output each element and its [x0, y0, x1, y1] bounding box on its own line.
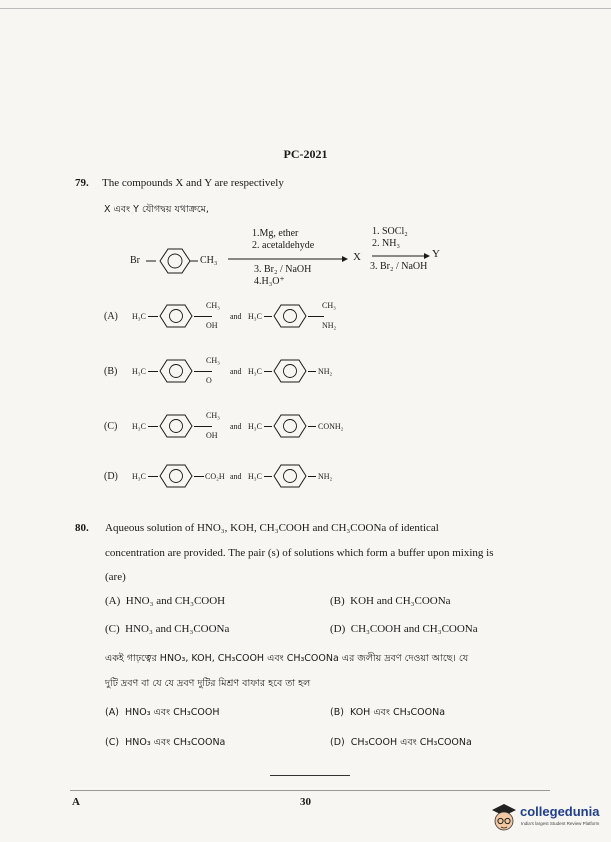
chain-bond [316, 316, 324, 317]
logo-tagline: India's largest Student Review Platform [521, 821, 600, 826]
question-79-number: 79. [75, 177, 89, 189]
benzene-ring-icon [158, 413, 194, 439]
benzene-ring-icon [272, 463, 308, 489]
methyl-group: H₃C [248, 367, 262, 376]
question-80-text-en-3: (are) [105, 571, 126, 583]
arrow-right-icon [228, 255, 348, 263]
substituent-top: CH₃ [206, 411, 220, 420]
q79-option-c[interactable] [100, 408, 400, 452]
bond-line [194, 426, 204, 427]
benzene-ring-icon [272, 303, 308, 329]
and-word: and [230, 312, 242, 321]
q79-option-a[interactable] [100, 298, 400, 342]
option-label: (A) [104, 311, 118, 322]
q79-option-d[interactable] [100, 458, 400, 502]
answer-rule [270, 775, 350, 776]
substituent-bottom: OH [206, 431, 218, 440]
q80-option-b-en: (B) KOH and CH₃COONa [330, 595, 451, 607]
benzene-ring-icon [158, 358, 194, 384]
benzene-ring-icon [146, 246, 198, 276]
page-number: 30 [300, 796, 311, 808]
step1-reagent-4: 4.H₃O⁺ [254, 276, 285, 287]
step1-reagent-1: 1.Mg, ether [252, 228, 299, 239]
chain-bond [204, 371, 212, 372]
reactant-br: Br [130, 255, 140, 266]
question-79-options [100, 298, 400, 498]
carboxyl-group: CO₂H [205, 472, 225, 481]
and-word: and [230, 367, 242, 376]
bond-line [148, 426, 158, 427]
product-y: Y [432, 248, 440, 260]
and-word: and [230, 472, 242, 481]
q80-option-a-en: (A) HNO₃ and CH₃COOH [105, 595, 226, 607]
methyl-group: H₃C [248, 422, 262, 431]
bond-line [194, 316, 204, 317]
option-label: (C) [104, 421, 118, 432]
q79-option-b[interactable] [100, 353, 400, 397]
set-label: A [72, 796, 80, 808]
intermediate-x: X [353, 251, 361, 263]
bond-line [264, 371, 272, 372]
reaction-step-2 [360, 222, 460, 282]
question-80-text-bn-1: একই গাঢ়ত্বের HNO₃, KOH, CH₃COOH এবং CH₃COONa এর জলীয় দ্রবণ দেওয়া আছে। যে [105, 653, 469, 664]
methyl-group: H₃C [132, 472, 146, 481]
bond-line [264, 316, 272, 317]
step1-reagent-3: 3. Br₂ / NaOH [254, 264, 312, 275]
paper-code: PC-2021 [283, 147, 328, 161]
methyl-group: H₃C [132, 367, 146, 376]
question-80-text-en-2: concentration are provided. The pair (s) of solutions which form a buffer upon mixing is [105, 547, 494, 559]
footer-rule [70, 790, 550, 791]
q80-option-a-bn: (A) HNO₃ এবং CH₃COOH [105, 707, 220, 718]
bond-line [194, 371, 204, 372]
methyl-group: H₃C [132, 422, 146, 431]
bond-line [194, 476, 204, 477]
methyl-group: H₃C [132, 312, 146, 321]
q80-option-c-en: (C) HNO₃ and CH₃COONa [105, 623, 230, 635]
substituent-bottom: OH [206, 321, 218, 330]
benzene-ring-icon [158, 303, 194, 329]
substituent-top: CH₃ [206, 301, 220, 310]
option-label: (B) [104, 366, 118, 377]
q80-option-d-en: (D) CH₃COOH and CH₃COONa [330, 623, 478, 635]
step2-reagent-1: 1. SOCl₂ [372, 226, 408, 237]
top-rule [0, 8, 611, 9]
reactant-ch3: CH₃ [200, 255, 218, 266]
methyl-group: H₃C [248, 472, 262, 481]
substituent-top: CH₃ [322, 301, 336, 310]
collegedunia-logo [490, 800, 608, 836]
functional-group: CONH₂ [318, 422, 344, 431]
substituent-bottom: NH₂ [322, 321, 337, 330]
q80-option-d-bn: (D) CH₃COOH এবং CH₃COONa [330, 737, 472, 748]
benzene-ring-icon [272, 413, 308, 439]
bond-line [148, 476, 158, 477]
question-80-number: 80. [75, 522, 89, 534]
q80-option-c-bn: (C) HNO₃ এবং CH₃COONa [105, 737, 226, 748]
functional-group: NH₂ [318, 472, 333, 481]
chain-bond [204, 316, 212, 317]
step2-reagent-3: 3. Br₂ / NaOH [370, 261, 428, 272]
step2-reagent-2: 2. NH₃ [372, 238, 400, 249]
bond-line [148, 316, 158, 317]
bond-line [264, 426, 272, 427]
option-label: (D) [104, 471, 118, 482]
benzene-ring-icon [158, 463, 194, 489]
q80-option-b-bn: (B) KOH এবং CH₃COONa [330, 707, 446, 718]
benzene-ring-icon [272, 358, 308, 384]
graduate-mascot-icon [490, 802, 518, 832]
bond-line [308, 426, 316, 427]
chain-bond [204, 426, 212, 427]
bond-line [148, 371, 158, 372]
methyl-group: H₃C [248, 312, 262, 321]
bond-line [308, 316, 316, 317]
bond-line [308, 371, 316, 372]
bond-line [308, 476, 316, 477]
question-80-text-bn-2: দুটি দ্রবণ বা যে যে দ্রবণ দুটির মিশ্রণ বাফার হবে তা হল [105, 678, 311, 689]
question-79-text-en: The compounds X and Y are respectively [102, 177, 284, 189]
bond-line [264, 476, 272, 477]
logo-wordmark: collegedunia [520, 804, 600, 819]
and-word: and [230, 422, 242, 431]
question-80-text-en-1: Aqueous solution of HNO₃, KOH, CH₃COOH and CH₃COONa of identical [105, 522, 439, 534]
functional-group: NH₂ [318, 367, 333, 376]
arrow-right-icon [372, 252, 430, 260]
step1-reagent-2: 2. acetaldehyde [252, 240, 315, 251]
question-79-text-bn: X এবং Y যৌগদ্বয় যথাক্রমে, [104, 204, 209, 215]
substituent-top: CH₃ [206, 356, 220, 365]
substituent-bottom: O [206, 376, 212, 385]
